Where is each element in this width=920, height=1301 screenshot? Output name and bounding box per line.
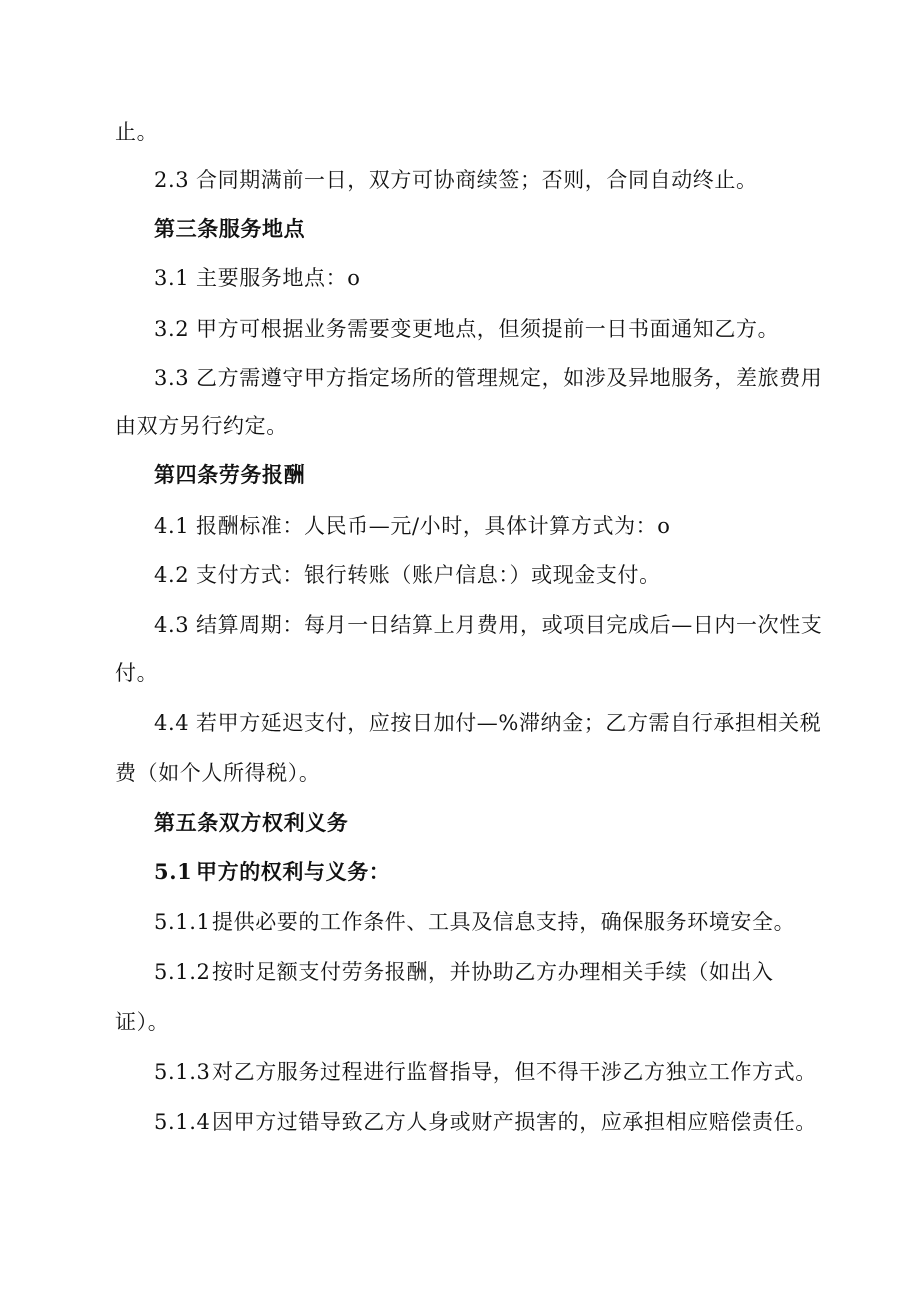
clause-text: 结算周期：每月一日结算上月费用，或项目完成后—日内一次性支 — [196, 613, 823, 637]
clause-text: 支付方式：银行转账（账户信息：）或现金支付。 — [196, 563, 661, 587]
clause-4-3 — [154, 605, 920, 645]
paragraph-text: 付。 — [115, 661, 159, 685]
section-heading — [154, 803, 920, 843]
clause-3-1 — [154, 258, 920, 298]
section-heading — [154, 209, 920, 249]
paragraph-text: 由双方另行约定。 — [115, 414, 288, 438]
clause-number: 4.4 — [154, 711, 190, 735]
clause-3-3 — [154, 358, 920, 398]
clause-text: 因甲方过错导致乙方人身或财产损害的，应承担相应赔偿责任。 — [212, 1110, 817, 1134]
clause-number: 3.1 — [154, 266, 190, 290]
clause-3-2 — [154, 309, 920, 349]
paragraph-text: 证）。 — [115, 1010, 170, 1034]
clause-number: 4.2 — [154, 563, 190, 587]
clause-4-4 — [154, 703, 920, 743]
clause-text: 主要服务地点：o — [196, 266, 361, 290]
clause-number: 5.1.4 — [154, 1110, 211, 1134]
paragraph-continuation — [115, 1002, 920, 1042]
clause-text: 甲方可根据业务需要变更地点，但须提前一日书面通知乙方。 — [196, 317, 780, 341]
section-heading — [154, 455, 920, 495]
clause-text: 报酬标准：人民币—元/小时，具体计算方式为：o — [196, 514, 671, 538]
section-title: 第四条劳务报酬 — [154, 462, 306, 487]
clause-number: 4.3 — [154, 613, 190, 637]
clause-text: 若甲方延迟支付，应按日加付—%滞纳金；乙方需自行承担相关税 — [196, 711, 822, 735]
clause-number: 5.1.3 — [154, 1060, 211, 1084]
clause-number: 5.1.1 — [154, 910, 211, 934]
paragraph-text: 费（如个人所得税）。 — [115, 761, 321, 785]
paragraph-continuation — [115, 112, 920, 152]
clause-text: 对乙方服务过程进行监督指导，但不得干涉乙方独立工作方式。 — [212, 1060, 817, 1084]
paragraph-text: 止。 — [115, 120, 159, 144]
paragraph-continuation — [115, 406, 920, 446]
clause-5-1-4 — [154, 1102, 920, 1142]
clause-number: 4.1 — [154, 514, 190, 538]
clause-number: 2.3 — [154, 168, 190, 192]
paragraph-continuation — [115, 753, 920, 793]
clause-number: 3.3 — [154, 366, 190, 390]
clause-number: 5.1.2 — [154, 960, 211, 984]
clause-text: 合同期满前一日，双方可协商续签；否则，合同自动终止。 — [196, 168, 758, 192]
clause-text: 乙方需遵守甲方指定场所的管理规定，如涉及异地服务，差旅费用 — [196, 366, 823, 390]
clause-4-1 — [154, 506, 920, 546]
subsection-title: 甲方的权利与义务： — [196, 859, 391, 884]
subsection-number: 5.1 — [154, 859, 193, 884]
section-title: 第三条服务地点 — [154, 216, 306, 241]
clause-text: 按时足额支付劳务报酬，并协助乙方办理相关手续（如出入 — [212, 960, 774, 984]
paragraph-continuation — [115, 653, 920, 693]
clause-text: 提供必要的工作条件、工具及信息支持，确保服务环境安全。 — [212, 910, 796, 934]
clause-2-3 — [154, 160, 920, 200]
section-title: 第五条双方权利义务 — [154, 810, 349, 835]
clause-4-2 — [154, 555, 920, 595]
clause-5-1-3 — [154, 1052, 920, 1092]
subsection-heading — [154, 852, 920, 892]
clause-5-1-1 — [154, 902, 920, 942]
clause-5-1-2 — [154, 952, 920, 992]
clause-number: 3.2 — [154, 317, 190, 341]
